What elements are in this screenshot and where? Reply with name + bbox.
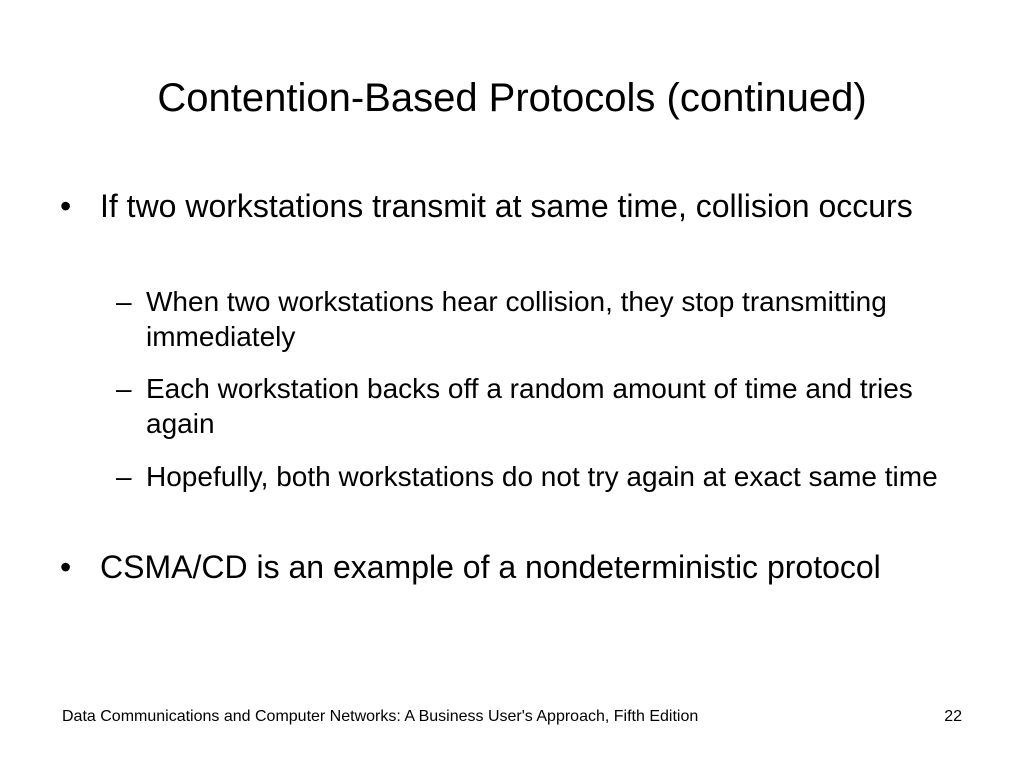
bullet-marker: • (60, 188, 72, 224)
slide-title: Contention-Based Protocols (continued) (157, 76, 867, 120)
sub-bullet-marker: – (116, 461, 132, 492)
bullet-marker: • (60, 549, 72, 585)
sub-bullet-item (116, 284, 946, 354)
sub-bullet-text: Hopefully, both workstations do not try again at exact same time (146, 461, 938, 492)
sub-bullet-item (116, 459, 946, 494)
sub-bullet-marker: – (116, 373, 132, 404)
sub-bullet-text: Each workstation backs off a random amount of time and tries again (146, 373, 913, 439)
bullet-item (60, 186, 960, 226)
bullet-text: CSMA/CD is an example of a nondeterministic protocol (100, 549, 881, 585)
sub-bullet-text: When two workstations hear collision, they stop transmitting immediately (146, 286, 887, 352)
bullet-text: If two workstations transmit at same time, collision occurs (100, 188, 913, 224)
footer-text: Data Communications and Computer Networks: A Business User's Approach, Fifth Edition (62, 708, 699, 725)
sub-bullet-item (116, 371, 946, 441)
bullet-item (60, 547, 960, 587)
sub-bullet-marker: – (116, 286, 132, 317)
page-number: 22 (944, 708, 962, 725)
